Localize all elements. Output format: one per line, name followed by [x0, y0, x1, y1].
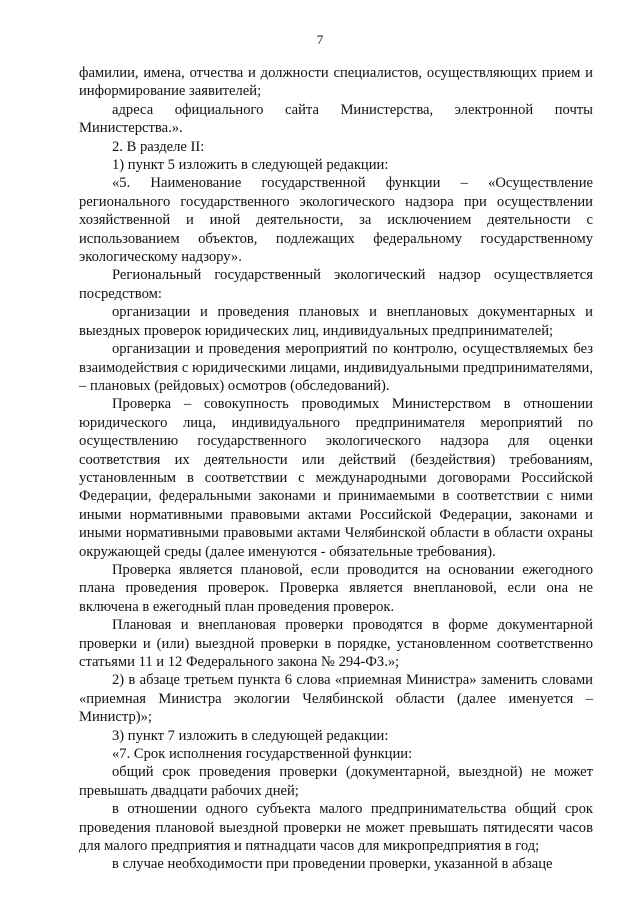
paragraph-general-term: общий срок проведения проверки (документарной, выездной) не может превышать двадцати рабочих дней; [79, 764, 593, 799]
paragraph-function-name: «5. Наименование государственной функции – «Осуществление регионального государственного экологического надзора при осуществлении хозяйственной и иной деятельности, за исключением деятельности с использованием объектов, подлежащих федеральному государственному экологическому надзору». [79, 175, 593, 266]
document-body [79, 64, 593, 874]
paragraph-item-1: 1) пункт 5 изложить в следующей редакции: [112, 157, 389, 174]
paragraph-control-measures: организации и проведения мероприятий по контролю, осуществляемых без взаимодействия с юридическими лицами, индивидуальными предпринимателями, – плановых (рейдовых) осмотров (обследований). [79, 341, 593, 394]
page-number: 7 [316, 32, 324, 47]
paragraph-specialists: фамилии, имена, отчества и должности специалистов, осуществляющих прием и информирование заявителей; [79, 65, 593, 100]
paragraph-necessity: в случае необходимости при проведении проверки, указанной в абзаце [112, 856, 553, 873]
paragraph-section-2: 2. В разделе II: [112, 138, 205, 155]
paragraph-supervision: Региональный государственный экологический надзор осуществляется посредством: [79, 267, 593, 302]
paragraph-inspections: организации и проведения плановых и внеплановых документарных и выездных проверок юридических лиц, индивидуальных предпринимателей; [79, 304, 593, 339]
paragraph-item-2: 2) в абзаце третьем пункта 6 слова «приемная Министра» заменить словами «приемная Министра экологии Челябинской области (далее именуется – Министр)»; [79, 672, 593, 726]
paragraph-website: адреса официального сайта Министерства, электронной почты Министерства.». [79, 101, 593, 137]
paragraph-term: «7. Срок исполнения государственной функции: [112, 746, 413, 763]
paragraph-inspection-forms: Плановая и внеплановая проверки проводятся в форме документарной проверки и (или) выездной проверки в порядке, установленном соответственно статьями 11 и 12 Федерального закона № 294-ФЗ.»; [79, 617, 593, 670]
paragraph-planned-unplanned: Проверка является плановой, если проводится на основании ежегодного плана проведения проверок. Проверка является внеплановой, если она не включена в ежегодный план проведения проверок. [79, 561, 593, 615]
paragraph-inspection-definition: Проверка – совокупность проводимых Министерством в отношении юридического лица, индивидуального предпринимателя мероприятий по осуществлению государственного экологического надзора для оценки соответствия их деятельности или действий (бездействия) требованиям, установленным в соответствии с международными договорами Российской Федерации, федеральными законами и принимаемыми в соответствии с ними иными нормативными правовыми актами Российской Федерации, законами и иными нормативными правовыми актами Челябинской области в области охраны окружающей среды (далее именуются - обязательные требования). [79, 396, 593, 560]
paragraph-small-business: в отношении одного субъекта малого предпринимательства общий срок проведения плановой выездной проверки не может превышать пятидесяти часов для малого предприятия и пятнадцати часов для микропредприятия в год; [79, 801, 593, 855]
paragraph-item-3: 3) пункт 7 изложить в следующей редакции: [112, 727, 389, 744]
